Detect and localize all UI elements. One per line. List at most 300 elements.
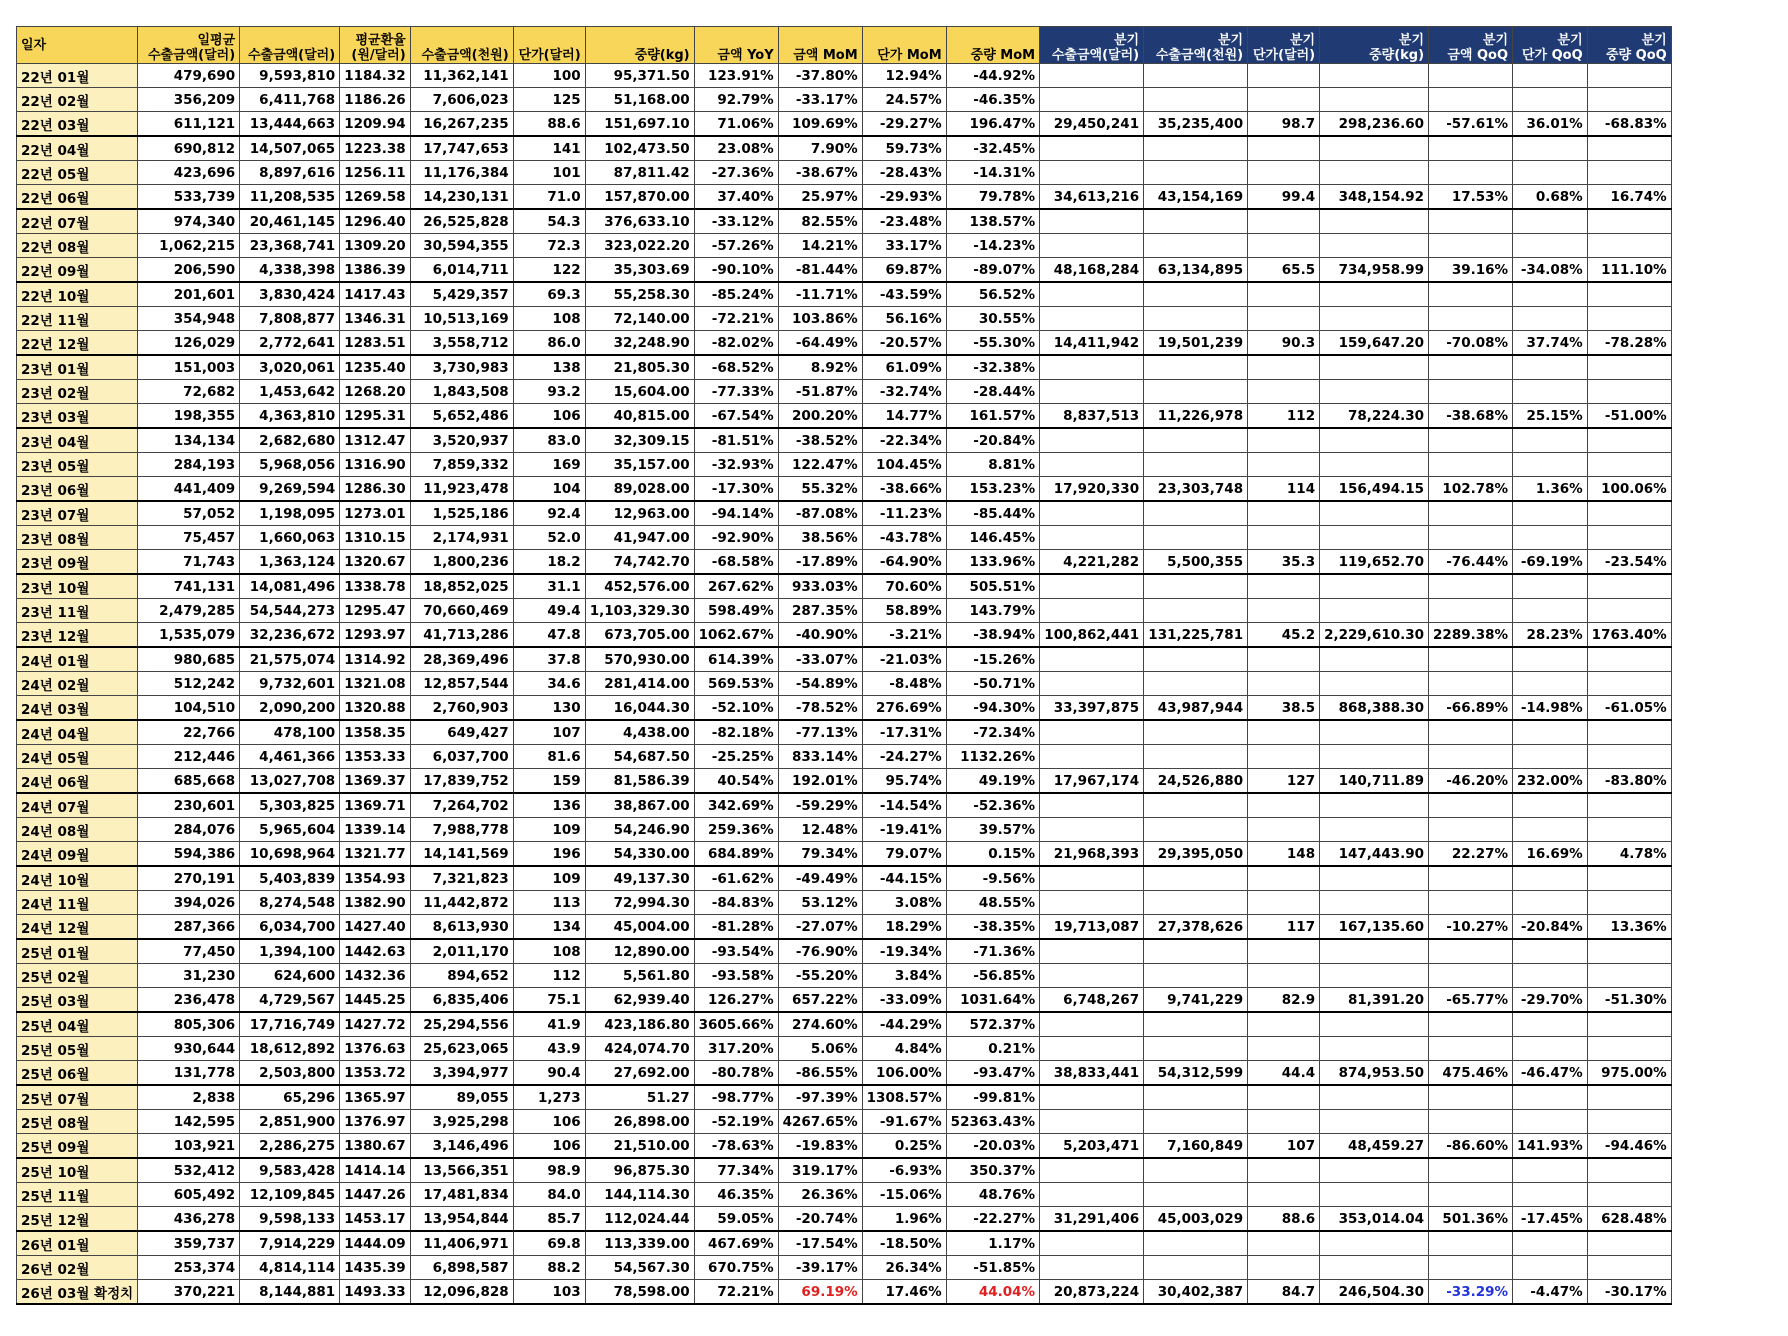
data-cell[interactable]: -77.13% [778, 720, 862, 745]
data-cell[interactable]: 1321.77 [340, 842, 411, 867]
quarter-cell[interactable]: 117 [1248, 915, 1320, 940]
quarter-cell[interactable] [1429, 380, 1513, 404]
quarter-cell[interactable] [1587, 453, 1671, 477]
data-cell[interactable]: 2,011,170 [410, 939, 513, 964]
data-cell[interactable]: 41,947.00 [585, 526, 694, 550]
data-cell[interactable]: 18,612,892 [240, 1037, 340, 1061]
data-cell[interactable]: 236,478 [138, 988, 240, 1013]
data-cell[interactable]: 673,705.00 [585, 623, 694, 648]
quarter-cell[interactable] [1513, 1085, 1588, 1110]
data-cell[interactable]: 1223.38 [340, 136, 411, 161]
quarter-cell[interactable]: -51.30% [1587, 988, 1671, 1013]
data-cell[interactable]: 1382.90 [340, 891, 411, 915]
data-cell[interactable]: 1445.25 [340, 988, 411, 1013]
data-cell[interactable]: 1320.88 [340, 696, 411, 721]
data-cell[interactable]: 1296.40 [340, 209, 411, 234]
quarter-cell[interactable] [1429, 891, 1513, 915]
quarter-cell[interactable]: 131,225,781 [1144, 623, 1248, 648]
data-cell[interactable]: -18.50% [862, 1231, 946, 1256]
data-cell[interactable]: 198,355 [138, 404, 240, 429]
quarter-cell[interactable] [1513, 1256, 1588, 1280]
quarter-cell[interactable] [1040, 1085, 1144, 1110]
quarter-cell[interactable]: 99.4 [1248, 185, 1320, 210]
data-cell[interactable]: 253,374 [138, 1256, 240, 1280]
data-cell[interactable]: 9,593,810 [240, 64, 340, 88]
data-cell[interactable]: 14.77% [862, 404, 946, 429]
data-cell[interactable]: 1286.30 [340, 477, 411, 502]
month-cell[interactable]: 25년 04월 [17, 1012, 138, 1037]
data-cell[interactable]: 1,453,642 [240, 380, 340, 404]
data-cell[interactable]: -97.39% [778, 1085, 862, 1110]
quarter-cell[interactable] [1513, 720, 1588, 745]
month-cell[interactable]: 22년 06월 [17, 185, 138, 210]
data-cell[interactable]: 11,176,384 [410, 161, 513, 185]
quarter-cell[interactable] [1144, 1231, 1248, 1256]
data-cell[interactable]: 108 [513, 307, 585, 331]
quarter-cell[interactable] [1248, 939, 1320, 964]
quarter-cell[interactable]: 29,450,241 [1040, 112, 1144, 137]
data-cell[interactable]: 108 [513, 939, 585, 964]
month-cell[interactable]: 25년 02월 [17, 964, 138, 988]
data-cell[interactable]: 270,191 [138, 866, 240, 891]
quarter-cell[interactable] [1513, 1037, 1588, 1061]
quarter-cell[interactable] [1040, 599, 1144, 623]
month-cell[interactable]: 25년 12월 [17, 1207, 138, 1232]
data-cell[interactable]: -21.03% [862, 647, 946, 672]
data-cell[interactable]: -20.74% [778, 1207, 862, 1232]
data-cell[interactable]: 14,230,131 [410, 185, 513, 210]
quarter-cell[interactable] [1248, 720, 1320, 745]
data-cell[interactable]: 26,525,828 [410, 209, 513, 234]
data-cell[interactable]: 11,923,478 [410, 477, 513, 502]
data-cell[interactable]: 1338.78 [340, 574, 411, 599]
data-cell[interactable]: 9,583,428 [240, 1158, 340, 1183]
data-cell[interactable]: 75,457 [138, 526, 240, 550]
data-cell[interactable]: 28,369,496 [410, 647, 513, 672]
quarter-cell[interactable] [1320, 574, 1429, 599]
data-cell[interactable]: 370,221 [138, 1280, 240, 1305]
data-cell[interactable]: -81.51% [694, 428, 778, 453]
data-cell[interactable]: 1132.26% [946, 745, 1039, 769]
data-cell[interactable]: 9,598,133 [240, 1207, 340, 1232]
data-cell[interactable]: 1417.43 [340, 282, 411, 307]
data-cell[interactable]: 32,236,672 [240, 623, 340, 648]
data-cell[interactable]: 6,411,768 [240, 88, 340, 112]
quarter-cell[interactable] [1144, 380, 1248, 404]
quarter-cell[interactable]: 54,312,599 [1144, 1061, 1248, 1086]
data-cell[interactable]: -89.07% [946, 258, 1039, 283]
data-cell[interactable]: 7,808,877 [240, 307, 340, 331]
data-cell[interactable]: 192.01% [778, 769, 862, 794]
data-cell[interactable]: 25,294,556 [410, 1012, 513, 1037]
data-cell[interactable]: 35,303.69 [585, 258, 694, 283]
quarter-cell[interactable]: 4.78% [1587, 842, 1671, 867]
quarter-cell[interactable] [1040, 891, 1144, 915]
quarter-cell[interactable]: 98.7 [1248, 112, 1320, 137]
quarter-cell[interactable]: 353,014.04 [1320, 1207, 1429, 1232]
data-cell[interactable]: 12,109,845 [240, 1183, 340, 1207]
data-cell[interactable]: 1339.14 [340, 818, 411, 842]
data-cell[interactable]: 1,535,079 [138, 623, 240, 648]
quarter-cell[interactable]: -38.68% [1429, 404, 1513, 429]
quarter-cell[interactable] [1429, 161, 1513, 185]
data-cell[interactable]: 126,029 [138, 331, 240, 356]
data-cell[interactable]: 3605.66% [694, 1012, 778, 1037]
data-cell[interactable]: 479,690 [138, 64, 240, 88]
data-cell[interactable]: -24.27% [862, 745, 946, 769]
data-cell[interactable]: 1269.58 [340, 185, 411, 210]
quarter-cell[interactable]: -66.89% [1429, 696, 1513, 721]
data-cell[interactable]: 1,800,236 [410, 550, 513, 575]
data-cell[interactable]: 69.19% [778, 1280, 862, 1305]
data-cell[interactable]: 79.34% [778, 842, 862, 867]
quarter-cell[interactable] [1248, 964, 1320, 988]
quarter-cell[interactable] [1144, 745, 1248, 769]
quarter-cell[interactable] [1429, 1037, 1513, 1061]
quarter-cell[interactable]: 114 [1248, 477, 1320, 502]
quarter-cell[interactable]: 28.23% [1513, 623, 1588, 648]
data-cell[interactable]: -59.29% [778, 793, 862, 818]
data-cell[interactable]: 153.23% [946, 477, 1039, 502]
data-cell[interactable]: 7.90% [778, 136, 862, 161]
data-cell[interactable]: -49.49% [778, 866, 862, 891]
quarter-cell[interactable]: 140,711.89 [1320, 769, 1429, 794]
data-cell[interactable]: 41.9 [513, 1012, 585, 1037]
month-cell[interactable]: 23년 02월 [17, 380, 138, 404]
data-cell[interactable]: 1365.97 [340, 1085, 411, 1110]
quarter-cell[interactable] [1320, 720, 1429, 745]
data-cell[interactable]: -20.03% [946, 1134, 1039, 1159]
quarter-cell[interactable] [1320, 88, 1429, 112]
quarter-cell[interactable] [1144, 574, 1248, 599]
data-cell[interactable]: 200.20% [778, 404, 862, 429]
quarter-cell[interactable] [1040, 355, 1144, 380]
quarter-cell[interactable]: -29.70% [1513, 988, 1588, 1013]
data-cell[interactable]: -76.90% [778, 939, 862, 964]
data-cell[interactable]: -19.83% [778, 1134, 862, 1159]
data-cell[interactable]: 7,988,778 [410, 818, 513, 842]
quarter-cell[interactable] [1144, 307, 1248, 331]
data-cell[interactable]: 3.08% [862, 891, 946, 915]
data-cell[interactable]: 1354.93 [340, 866, 411, 891]
data-cell[interactable]: 106.00% [862, 1061, 946, 1086]
quarter-cell[interactable]: 348,154.92 [1320, 185, 1429, 210]
quarter-cell[interactable] [1040, 1256, 1144, 1280]
data-cell[interactable]: 3,020,061 [240, 355, 340, 380]
month-cell[interactable]: 24년 11월 [17, 891, 138, 915]
data-cell[interactable]: 3,146,496 [410, 1134, 513, 1159]
data-cell[interactable]: 55,258.30 [585, 282, 694, 307]
quarter-cell[interactable]: 35.3 [1248, 550, 1320, 575]
quarter-cell[interactable] [1513, 818, 1588, 842]
data-cell[interactable]: -81.28% [694, 915, 778, 940]
quarter-cell[interactable]: -86.60% [1429, 1134, 1513, 1159]
data-cell[interactable]: -28.43% [862, 161, 946, 185]
data-cell[interactable]: 12,963.00 [585, 501, 694, 526]
data-cell[interactable]: 26,898.00 [585, 1110, 694, 1134]
quarter-cell[interactable] [1248, 501, 1320, 526]
data-cell[interactable]: 3,925,298 [410, 1110, 513, 1134]
quarter-cell[interactable]: -14.98% [1513, 696, 1588, 721]
data-cell[interactable]: 4,363,810 [240, 404, 340, 429]
data-cell[interactable]: -99.81% [946, 1085, 1039, 1110]
quarter-cell[interactable] [1248, 428, 1320, 453]
data-cell[interactable]: 59.05% [694, 1207, 778, 1232]
data-cell[interactable]: 478,100 [240, 720, 340, 745]
quarter-cell[interactable] [1320, 526, 1429, 550]
data-cell[interactable]: -43.78% [862, 526, 946, 550]
data-cell[interactable]: -33.17% [778, 88, 862, 112]
quarter-cell[interactable] [1320, 1012, 1429, 1037]
month-cell[interactable]: 22년 12월 [17, 331, 138, 356]
data-cell[interactable]: 17,747,653 [410, 136, 513, 161]
quarter-cell[interactable] [1248, 234, 1320, 258]
quarter-cell[interactable]: 38,833,441 [1040, 1061, 1144, 1086]
quarter-cell[interactable]: -51.00% [1587, 404, 1671, 429]
header-quarter-unit-price[interactable] [1248, 27, 1320, 64]
quarter-cell[interactable] [1144, 234, 1248, 258]
quarter-cell[interactable]: 34,613,216 [1040, 185, 1144, 210]
data-cell[interactable]: 88.6 [513, 112, 585, 137]
header-unit-price[interactable] [513, 27, 585, 64]
quarter-cell[interactable] [1144, 428, 1248, 453]
month-cell[interactable]: 22년 11월 [17, 307, 138, 331]
data-cell[interactable]: 16,267,235 [410, 112, 513, 137]
quarter-cell[interactable]: 22.27% [1429, 842, 1513, 867]
data-cell[interactable]: 284,076 [138, 818, 240, 842]
quarter-cell[interactable] [1429, 793, 1513, 818]
header-quarter-weight-qoq[interactable] [1587, 27, 1671, 64]
quarter-cell[interactable] [1144, 88, 1248, 112]
data-cell[interactable]: 17,481,834 [410, 1183, 513, 1207]
quarter-cell[interactable]: 88.6 [1248, 1207, 1320, 1232]
data-cell[interactable]: -33.09% [862, 988, 946, 1013]
quarter-cell[interactable] [1587, 88, 1671, 112]
quarter-cell[interactable] [1513, 1183, 1588, 1207]
data-cell[interactable]: 317.20% [694, 1037, 778, 1061]
data-cell[interactable]: 323,022.20 [585, 234, 694, 258]
month-cell[interactable]: 24년 01월 [17, 647, 138, 672]
quarter-cell[interactable] [1513, 1012, 1588, 1037]
data-cell[interactable]: -43.59% [862, 282, 946, 307]
data-cell[interactable]: 72.21% [694, 1280, 778, 1305]
header-amount-mom[interactable] [778, 27, 862, 64]
quarter-cell[interactable]: 501.36% [1429, 1207, 1513, 1232]
data-cell[interactable]: 572.37% [946, 1012, 1039, 1037]
data-cell[interactable]: 2,682,680 [240, 428, 340, 453]
data-cell[interactable]: 14,507,065 [240, 136, 340, 161]
quarter-cell[interactable] [1144, 1085, 1248, 1110]
data-cell[interactable]: -29.93% [862, 185, 946, 210]
data-cell[interactable]: -3.21% [862, 623, 946, 648]
data-cell[interactable]: 319.17% [778, 1158, 862, 1183]
data-cell[interactable]: 20,461,145 [240, 209, 340, 234]
data-cell[interactable]: 1062.67% [694, 623, 778, 648]
quarter-cell[interactable]: -10.27% [1429, 915, 1513, 940]
data-cell[interactable]: 376,633.10 [585, 209, 694, 234]
month-cell[interactable]: 22년 07월 [17, 209, 138, 234]
quarter-cell[interactable] [1144, 282, 1248, 307]
data-cell[interactable]: 79.78% [946, 185, 1039, 210]
data-cell[interactable]: 359,737 [138, 1231, 240, 1256]
quarter-cell[interactable] [1144, 939, 1248, 964]
quarter-cell[interactable]: -34.08% [1513, 258, 1588, 283]
month-cell[interactable]: 24년 06월 [17, 769, 138, 794]
quarter-cell[interactable] [1429, 1256, 1513, 1280]
data-cell[interactable]: 212,446 [138, 745, 240, 769]
data-cell[interactable]: 1309.20 [340, 234, 411, 258]
quarter-cell[interactable]: -76.44% [1429, 550, 1513, 575]
data-cell[interactable]: -20.57% [862, 331, 946, 356]
quarter-cell[interactable]: 298,236.60 [1320, 112, 1429, 137]
month-cell[interactable]: 26년 02월 [17, 1256, 138, 1280]
data-cell[interactable]: 96,875.30 [585, 1158, 694, 1183]
data-cell[interactable]: 133.96% [946, 550, 1039, 575]
data-cell[interactable]: 138 [513, 355, 585, 380]
month-cell[interactable]: 23년 08월 [17, 526, 138, 550]
data-cell[interactable]: 533,739 [138, 185, 240, 210]
data-cell[interactable]: 14,141,569 [410, 842, 513, 867]
data-cell[interactable]: 159 [513, 769, 585, 794]
month-cell[interactable]: 23년 06월 [17, 477, 138, 502]
quarter-cell[interactable] [1040, 1158, 1144, 1183]
data-cell[interactable]: 18,852,025 [410, 574, 513, 599]
data-cell[interactable]: -78.52% [778, 696, 862, 721]
quarter-cell[interactable] [1320, 1158, 1429, 1183]
quarter-cell[interactable] [1513, 964, 1588, 988]
header-month[interactable] [17, 27, 138, 64]
quarter-cell[interactable] [1587, 161, 1671, 185]
quarter-cell[interactable]: 30,402,387 [1144, 1280, 1248, 1305]
data-cell[interactable]: 54,330.00 [585, 842, 694, 867]
data-cell[interactable]: 2,772,641 [240, 331, 340, 356]
quarter-cell[interactable] [1429, 88, 1513, 112]
quarter-cell[interactable]: 141.93% [1513, 1134, 1588, 1159]
quarter-cell[interactable] [1513, 745, 1588, 769]
month-cell[interactable]: 22년 10월 [17, 282, 138, 307]
quarter-cell[interactable] [1513, 380, 1588, 404]
data-cell[interactable]: 7,264,702 [410, 793, 513, 818]
data-cell[interactable]: 23,368,741 [240, 234, 340, 258]
data-cell[interactable]: -38.66% [862, 477, 946, 502]
quarter-cell[interactable]: 78,224.30 [1320, 404, 1429, 429]
data-cell[interactable]: 21,805.30 [585, 355, 694, 380]
data-cell[interactable]: 1376.63 [340, 1037, 411, 1061]
quarter-cell[interactable]: -78.28% [1587, 331, 1671, 356]
quarter-cell[interactable] [1248, 136, 1320, 161]
data-cell[interactable]: 2,503,800 [240, 1061, 340, 1086]
data-cell[interactable]: 1435.39 [340, 1256, 411, 1280]
month-cell[interactable]: 23년 03월 [17, 404, 138, 429]
data-cell[interactable]: 49,137.30 [585, 866, 694, 891]
quarter-cell[interactable]: 5,203,471 [1040, 1134, 1144, 1159]
data-cell[interactable]: 38.56% [778, 526, 862, 550]
quarter-cell[interactable]: -83.80% [1587, 769, 1671, 794]
data-cell[interactable]: 1,525,186 [410, 501, 513, 526]
data-cell[interactable]: -32.74% [862, 380, 946, 404]
quarter-cell[interactable] [1040, 1231, 1144, 1256]
quarter-cell[interactable] [1587, 234, 1671, 258]
data-cell[interactable]: 24.57% [862, 88, 946, 112]
data-cell[interactable]: -22.34% [862, 428, 946, 453]
data-cell[interactable]: 1256.11 [340, 161, 411, 185]
data-cell[interactable]: 2,851,900 [240, 1110, 340, 1134]
data-cell[interactable]: 21,510.00 [585, 1134, 694, 1159]
data-cell[interactable]: -44.15% [862, 866, 946, 891]
quarter-cell[interactable] [1144, 720, 1248, 745]
month-cell[interactable]: 25년 01월 [17, 939, 138, 964]
header-quarter-amount-usd[interactable] [1040, 27, 1144, 64]
quarter-cell[interactable] [1144, 64, 1248, 88]
quarter-cell[interactable] [1248, 745, 1320, 769]
quarter-cell[interactable] [1144, 355, 1248, 380]
data-cell[interactable]: 12.94% [862, 64, 946, 88]
quarter-cell[interactable] [1144, 1012, 1248, 1037]
data-cell[interactable]: 394,026 [138, 891, 240, 915]
quarter-cell[interactable] [1040, 209, 1144, 234]
quarter-cell[interactable]: 19,713,087 [1040, 915, 1144, 940]
month-cell[interactable]: 25년 03월 [17, 988, 138, 1013]
data-cell[interactable]: 51.27 [585, 1085, 694, 1110]
quarter-cell[interactable] [1248, 1110, 1320, 1134]
quarter-cell[interactable] [1040, 1183, 1144, 1207]
data-cell[interactable]: 1353.72 [340, 1061, 411, 1086]
data-cell[interactable]: 138.57% [946, 209, 1039, 234]
data-cell[interactable]: 37.8 [513, 647, 585, 672]
data-cell[interactable]: 1312.47 [340, 428, 411, 453]
data-cell[interactable]: -93.47% [946, 1061, 1039, 1086]
data-cell[interactable]: 2,838 [138, 1085, 240, 1110]
data-cell[interactable]: 89,055 [410, 1085, 513, 1110]
quarter-cell[interactable] [1513, 209, 1588, 234]
quarter-cell[interactable]: 23,303,748 [1144, 477, 1248, 502]
data-cell[interactable]: 6,034,700 [240, 915, 340, 940]
quarter-cell[interactable]: 65.5 [1248, 258, 1320, 283]
quarter-cell[interactable] [1320, 672, 1429, 696]
data-cell[interactable]: 142,595 [138, 1110, 240, 1134]
quarter-cell[interactable]: 1.36% [1513, 477, 1588, 502]
data-cell[interactable]: -52.19% [694, 1110, 778, 1134]
quarter-cell[interactable] [1248, 1183, 1320, 1207]
quarter-cell[interactable]: 975.00% [1587, 1061, 1671, 1086]
quarter-cell[interactable]: 868,388.30 [1320, 696, 1429, 721]
data-cell[interactable]: -72.21% [694, 307, 778, 331]
quarter-cell[interactable] [1320, 453, 1429, 477]
quarter-cell[interactable] [1429, 1012, 1513, 1037]
quarter-cell[interactable] [1587, 1085, 1671, 1110]
quarter-cell[interactable]: 8,837,513 [1040, 404, 1144, 429]
quarter-cell[interactable] [1248, 307, 1320, 331]
data-cell[interactable]: 17,716,749 [240, 1012, 340, 1037]
quarter-cell[interactable]: 100,862,441 [1040, 623, 1144, 648]
quarter-cell[interactable]: 13.36% [1587, 915, 1671, 940]
quarter-cell[interactable]: 48,459.27 [1320, 1134, 1429, 1159]
data-cell[interactable]: 144,114.30 [585, 1183, 694, 1207]
data-cell[interactable]: 54,687.50 [585, 745, 694, 769]
data-cell[interactable]: 287.35% [778, 599, 862, 623]
data-cell[interactable]: 570,930.00 [585, 647, 694, 672]
month-cell[interactable]: 23년 05월 [17, 453, 138, 477]
data-cell[interactable]: -92.90% [694, 526, 778, 550]
data-cell[interactable]: -46.35% [946, 88, 1039, 112]
quarter-cell[interactable] [1248, 1037, 1320, 1061]
quarter-cell[interactable] [1587, 1110, 1671, 1134]
data-cell[interactable]: 9,269,594 [240, 477, 340, 502]
data-cell[interactable]: 78,598.00 [585, 1280, 694, 1305]
quarter-cell[interactable]: -68.83% [1587, 112, 1671, 137]
month-cell[interactable]: 23년 11월 [17, 599, 138, 623]
quarter-cell[interactable] [1040, 574, 1144, 599]
